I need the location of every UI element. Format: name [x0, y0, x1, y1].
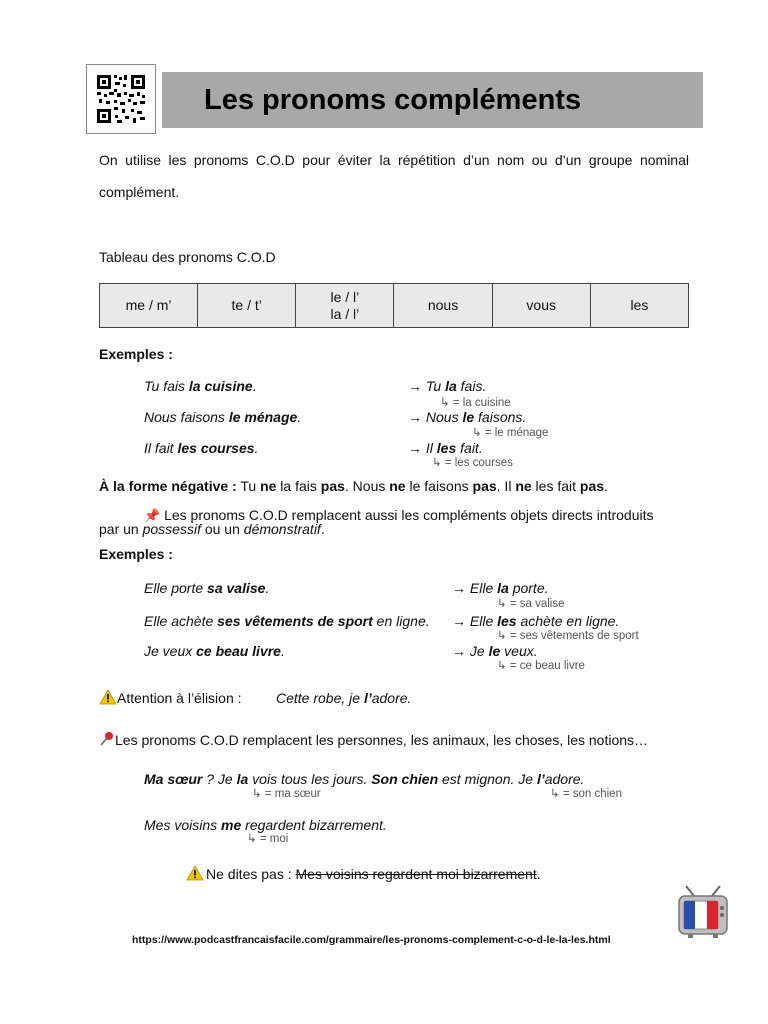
text: . — [320, 521, 325, 537]
text: → Tu — [408, 378, 446, 394]
qr-code-icon — [87, 65, 155, 133]
text: ? Je — [202, 771, 237, 787]
pin-icon: 📌 — [144, 508, 161, 523]
text: le faisons — [405, 478, 473, 494]
attention-label: Attention à l’élision : — [117, 690, 242, 706]
text-bold: la cuisine — [188, 378, 253, 394]
text: Mes voisins — [144, 817, 222, 833]
example-note: ↳ = ma sœur — [252, 788, 321, 800]
qr-code — [86, 64, 156, 134]
text: → Elle — [452, 613, 498, 629]
text-bold: le — [462, 409, 475, 425]
warning-icon — [186, 865, 204, 886]
examples-heading: Exemples : — [99, 546, 173, 562]
text: regardent bizarrement. — [241, 817, 387, 833]
example-sentence — [144, 378, 257, 394]
example-sentence — [144, 580, 269, 596]
page-title: Les pronoms compléments — [204, 84, 582, 116]
text-bold: pas — [472, 478, 497, 494]
example-result — [452, 643, 538, 659]
table-cell: nous — [394, 284, 492, 328]
text: . — [254, 440, 259, 456]
example-result — [408, 378, 486, 394]
text: Il fait — [144, 440, 178, 456]
text: les fait — [531, 478, 580, 494]
example-result — [452, 613, 619, 629]
example-sentence — [144, 613, 430, 629]
table-caption: Tableau des pronoms C.O.D — [99, 249, 276, 265]
example-note: ↳ = les courses — [432, 457, 513, 469]
text-bold: la — [236, 771, 249, 787]
text: . — [252, 378, 257, 394]
text: . — [280, 643, 285, 659]
text-bold: pas — [320, 478, 345, 494]
example-result — [408, 440, 483, 456]
text-bold: la — [445, 378, 457, 394]
text: . — [604, 478, 608, 494]
pronoun-table — [99, 283, 689, 328]
table-cell: vous — [492, 284, 590, 328]
text: faisons. — [474, 409, 527, 425]
text: Je veux — [144, 643, 197, 659]
example-note: ↳ = moi — [247, 833, 289, 845]
text-bold: les — [497, 613, 517, 629]
text: Elle achète — [144, 613, 218, 629]
text: est mignon. Je — [438, 771, 537, 787]
warning-text — [206, 866, 541, 882]
example-sentence — [144, 643, 285, 659]
text: . — [297, 409, 302, 425]
warning-icon — [99, 689, 117, 710]
text-bold: sa valise — [207, 580, 266, 596]
text-bold: ses vêtements de sport — [217, 613, 373, 629]
tv-logo-icon — [676, 884, 730, 945]
example-sentence — [144, 771, 584, 787]
text: Elle porte — [144, 580, 208, 596]
text: Tu — [236, 478, 261, 494]
pin-icon — [99, 731, 115, 752]
text: Ne dites pas : — [206, 866, 296, 882]
negative-label: À la forme négative : — [99, 478, 237, 494]
text: Nous faisons — [144, 409, 229, 425]
example-note: ↳ = son chien — [550, 788, 622, 800]
negative-form — [99, 478, 608, 494]
text: la fais — [276, 478, 321, 494]
text: fais. — [456, 378, 487, 394]
table-cell: me / m’ — [100, 284, 198, 328]
intro-line-1: On utilise les pronoms C.O.D pour éviter la répétition d’un nom ou d’un groupe nominal — [99, 152, 689, 168]
text-bold: l’ — [536, 771, 545, 787]
text: . Il — [496, 478, 516, 494]
text: adore. — [544, 771, 585, 787]
text: ou un — [200, 521, 244, 537]
text: Tu fais — [144, 378, 189, 394]
table-cell: te / t’ — [198, 284, 296, 328]
example-result — [452, 580, 549, 596]
text: → Nous — [408, 409, 463, 425]
table-cell-line: la / l’ — [330, 305, 360, 322]
text-bold: Son chien — [371, 771, 439, 787]
wrong-sentence: Mes voisins regardent moi bizarrement — [295, 866, 537, 882]
footer-url[interactable]: https://www.podcastfrancaisfacile.com/grammaire/les-pronoms-complement-c-o-d-le-la-les.html — [132, 934, 611, 946]
text: . — [265, 580, 270, 596]
text-bold: le ménage — [228, 409, 298, 425]
text-bold: les — [436, 440, 457, 456]
note-possessive-line-2 — [99, 521, 325, 537]
text-bold: les courses — [177, 440, 255, 456]
attention-example — [276, 690, 411, 706]
example-note: ↳ = la cuisine — [440, 397, 511, 409]
text: en ligne. — [372, 613, 430, 629]
table-cell-line: le / l’ — [330, 288, 360, 305]
text-bold: l’ — [363, 690, 372, 706]
intro-line-2: complément. — [99, 184, 180, 200]
text-bold: la — [497, 580, 509, 596]
text-italic: possessif — [142, 521, 201, 537]
text-bold: ne — [515, 478, 532, 494]
text-bold: ne — [260, 478, 277, 494]
text: . — [536, 866, 541, 882]
table-cell — [296, 284, 394, 328]
examples-heading: Exemples : — [99, 346, 173, 362]
text: → Je — [452, 643, 489, 659]
text: par un — [99, 521, 143, 537]
text-bold: ne — [389, 478, 406, 494]
text-bold: Ma sœur — [144, 771, 203, 787]
table-cell: les — [590, 284, 688, 328]
example-sentence — [144, 409, 301, 425]
example-note: ↳ = ses vêtements de sport — [497, 630, 639, 642]
text: fait. — [456, 440, 483, 456]
text: → Il — [408, 440, 437, 456]
text-bold: me — [221, 817, 242, 833]
text: veux. — [500, 643, 538, 659]
text-bold: pas — [579, 478, 605, 494]
text: porte. — [508, 580, 549, 596]
example-note: ↳ = sa valise — [497, 598, 565, 610]
example-sentence — [144, 440, 258, 456]
text: adore. — [371, 690, 412, 706]
text: Cette robe, je — [276, 690, 364, 706]
note-persons: Les pronoms C.O.D remplacent les personnes, les animaux, les choses, les notions… — [115, 732, 649, 748]
example-note: ↳ = le ménage — [472, 427, 549, 439]
text: . Nous — [344, 478, 390, 494]
text-bold: ce beau livre — [196, 643, 281, 659]
example-result — [408, 409, 526, 425]
text: achète en ligne. — [516, 613, 620, 629]
text: Les pronoms C.O.D remplacent aussi les compléments objets directs introduits — [160, 507, 654, 523]
example-note: ↳ = ce beau livre — [497, 660, 585, 672]
text: vois tous les jours. — [248, 771, 372, 787]
text: → Elle — [452, 580, 498, 596]
text-italic: démonstratif — [243, 521, 321, 537]
text-bold: le — [488, 643, 501, 659]
